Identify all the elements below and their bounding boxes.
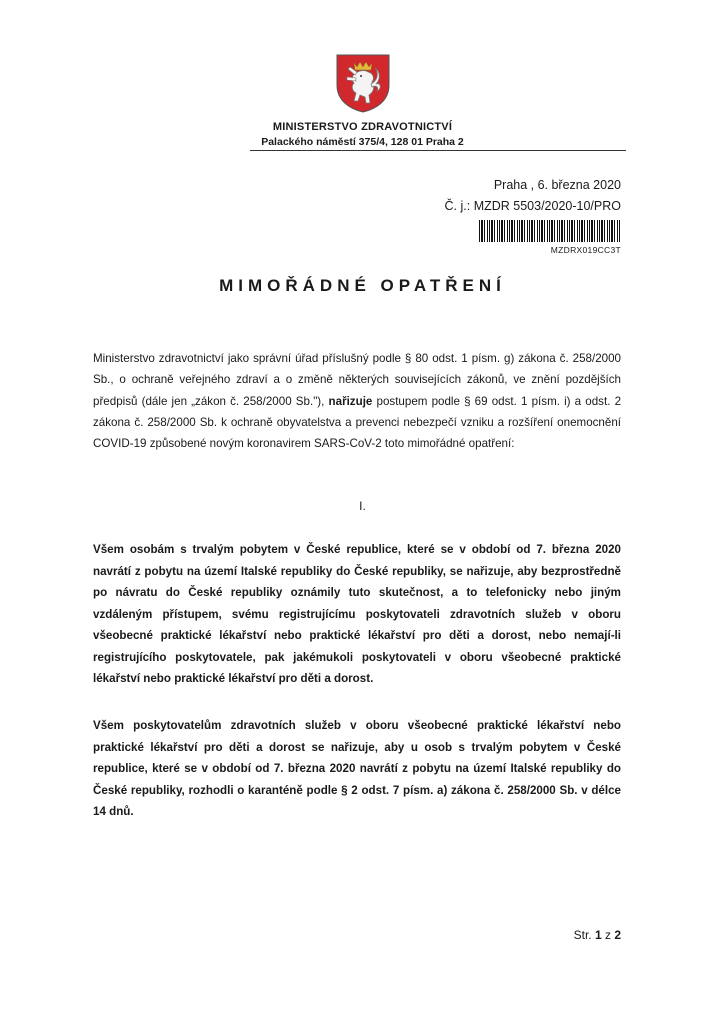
document-title: MIMOŘÁDNÉ OPATŘENÍ [219,276,506,295]
intro-text-bold: nařizuje [328,394,373,408]
czech-lion-emblem-icon [334,53,392,113]
section-number: I. [359,499,366,513]
intro-paragraph [93,348,621,454]
measure-paragraph-1: Všem osobám s trvalým pobytem v České republice, které se v období od 7. března 2020 navrátí z pobytu na území Italské republiky do České republiky, se nařizuje, aby bezprostředně po návratu do České republiky oznámily tuto skutečnost, a to telefonicky nebo jiným vzdáleným přístupem, svému registrujícímu poskytovateli zdravotních služeb v oboru všeobecné praktické lékařství nebo praktické lékařství pro děti a dorost, nebo nemají-li registrujícího poskytovatele, pak jakémukoli poskytovateli v oboru všeobecné praktické lékařství nebo praktické lékařství pro děti a dorost. [93,543,621,685]
barcode-label: MZDRX019CC3T [550,245,621,255]
document-date: Praha , 6. března 2020 [493,178,621,192]
measure-paragraph-2: Všem poskytovatelům zdravotních služeb v oboru všeobecné praktické lékařství nebo praktické lékařství pro děti a dorost se nařizuje, aby u osob s trvalým pobytem v České republice, které se v období od 7. března 2020 navrátí z pobytu na území Italské republiky do České republiky, rozhodli o karanténě podle § 2 odst. 7 písm. a) zákona č. 258/2000 Sb. v délce 14 dnů. [93,719,621,818]
intro-text-before: Ministerstvo zdravotnictví jako správní úřad příslušný podle § 80 odst. 1 písm. g) zákona č. 258/2000 Sb., o ochraně veřejného zdraví a o změně některých souvisejících zákonů, ve znění pozdějších předpisů (dále jen „zákon č. 258/2000 Sb."), [93,352,621,408]
ministry-name: MINISTERSTVO ZDRAVOTNICTVÍ [272,121,453,133]
page-current: 1 [594,928,602,942]
intro-text-after: postupem podle § 69 odst. 1 písm. i) a odst. 2 zákona č. 258/2000 Sb. k ochraně obyvatelstva a prevenci nebezpečí vzniku a rozšíření onemocnění COVID-19 způsobené novým koronavirem SARS-CoV-2 toto mimořádné opatření: [93,394,622,451]
page-prefix: Str. [573,928,595,942]
page-number [574,928,621,942]
reference-number: Č. j.: MZDR 5503/2020-10/PRO [444,199,621,213]
ministry-address: Palackého náměstí 375/4, 128 01 Praha 2 [261,136,464,148]
page-total: 2 [614,928,621,942]
barcode [479,220,621,242]
header-divider [250,150,626,151]
page-separator: z [601,928,615,942]
